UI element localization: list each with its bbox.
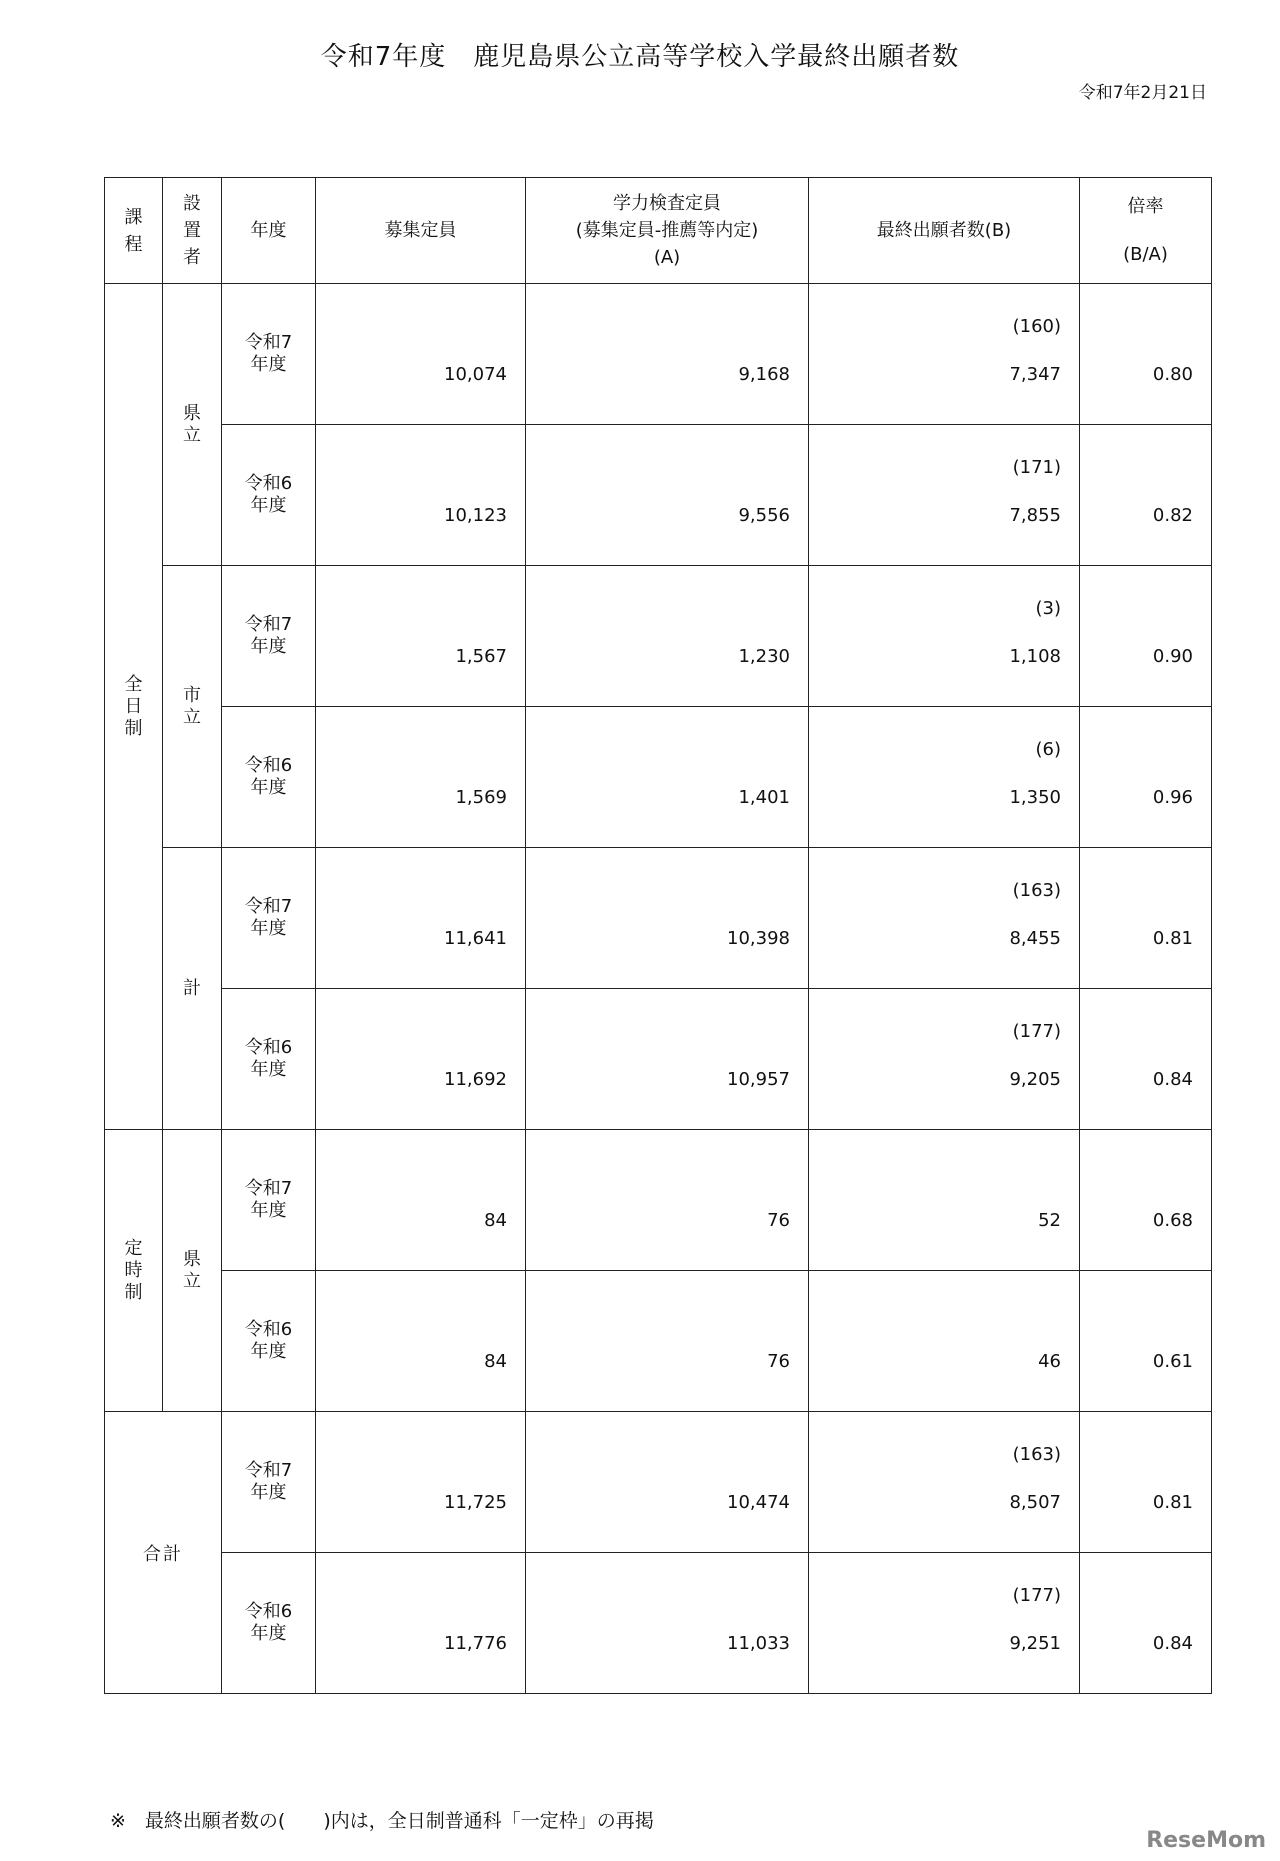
gakuryoku-cell — [526, 284, 809, 425]
gakuryoku-cell — [526, 566, 809, 707]
page-title: 令和7年度 鹿児島県公立高等学校入学最終出願者数 — [320, 42, 960, 72]
gakuryoku-value: 11,033 — [727, 1633, 790, 1654]
saishu-value: 52 — [1038, 1210, 1061, 1231]
secchisha-shiritsu: 市 立 — [163, 566, 222, 848]
katei-zennichi: 全 日 制 — [105, 284, 163, 1130]
goukei-label: 合計 — [105, 1412, 222, 1694]
year-cell: 令和6 年度 — [222, 707, 316, 848]
bairitsu-cell — [1080, 1271, 1212, 1412]
year-cell: 令和7 年度 — [222, 566, 316, 707]
bairitsu-value: 0.84 — [1152, 1633, 1193, 1654]
gakuryoku-cell — [526, 848, 809, 989]
header-nendo: 年度 — [222, 178, 316, 284]
gakuryoku-value: 10,398 — [727, 928, 790, 949]
saishu-value: 7,855 — [1009, 505, 1061, 526]
gakuryoku-cell — [526, 425, 809, 566]
saishu-cell — [809, 566, 1080, 707]
table-row — [105, 707, 1212, 848]
gakuryoku-value: 76 — [767, 1351, 790, 1372]
bairitsu-cell — [1080, 1412, 1212, 1553]
saishu-value: 7,347 — [1009, 364, 1061, 385]
ippanwaku-value: (163) — [1012, 1444, 1061, 1465]
secchisha-kenritsu: 県 立 — [163, 284, 222, 566]
boshu-cell — [316, 1130, 526, 1271]
gakuryoku-cell — [526, 1412, 809, 1553]
bairitsu-value: 0.80 — [1152, 364, 1193, 385]
bairitsu-value: 0.68 — [1152, 1210, 1193, 1231]
saishu-value: 8,455 — [1009, 928, 1061, 949]
bairitsu-cell — [1080, 1130, 1212, 1271]
gakuryoku-value: 76 — [767, 1210, 790, 1231]
bairitsu-cell — [1080, 284, 1212, 425]
bairitsu-value: 0.81 — [1152, 1492, 1193, 1513]
gakuryoku-value: 9,168 — [738, 364, 790, 385]
saishu-cell — [809, 284, 1080, 425]
gakuryoku-value: 1,230 — [738, 646, 790, 667]
year-cell: 令和6 年度 — [222, 989, 316, 1130]
saishu-value: 1,350 — [1009, 787, 1061, 808]
gakuryoku-cell — [526, 707, 809, 848]
year-cell: 令和6 年度 — [222, 425, 316, 566]
year-cell: 令和7 年度 — [222, 284, 316, 425]
header-bairitsu: 倍率 (B/A) — [1080, 178, 1212, 284]
boshu-value: 11,725 — [444, 1492, 507, 1513]
table-row — [105, 425, 1212, 566]
ippanwaku-value: (177) — [1012, 1021, 1061, 1042]
bairitsu-cell — [1080, 848, 1212, 989]
boshu-value: 84 — [484, 1210, 507, 1231]
saishu-cell — [809, 425, 1080, 566]
ippanwaku-value: (160) — [1012, 316, 1061, 337]
bairitsu-cell — [1080, 989, 1212, 1130]
bairitsu-value: 0.96 — [1152, 787, 1193, 808]
gakuryoku-cell — [526, 989, 809, 1130]
bairitsu-value: 0.81 — [1152, 928, 1193, 949]
table-row — [105, 989, 1212, 1130]
saishu-cell — [809, 989, 1080, 1130]
ippanwaku-value: (177) — [1012, 1585, 1061, 1606]
year-cell: 令和7 年度 — [222, 1130, 316, 1271]
saishu-cell — [809, 848, 1080, 989]
gakuryoku-value: 10,474 — [727, 1492, 790, 1513]
boshu-value: 11,692 — [444, 1069, 507, 1090]
bairitsu-value: 0.61 — [1152, 1351, 1193, 1372]
boshu-value: 11,776 — [444, 1633, 507, 1654]
year-cell: 令和7 年度 — [222, 1412, 316, 1553]
boshu-value: 84 — [484, 1351, 507, 1372]
year-cell: 令和6 年度 — [222, 1553, 316, 1694]
boshu-value: 11,641 — [444, 928, 507, 949]
saishu-value: 9,251 — [1009, 1633, 1061, 1654]
bairitsu-cell — [1080, 1553, 1212, 1694]
saishu-value: 9,205 — [1009, 1069, 1061, 1090]
secchisha-kei: 計 — [163, 848, 222, 1130]
table-row — [105, 848, 1212, 989]
boshu-cell — [316, 425, 526, 566]
header-secchisha: 設 置 者 — [163, 178, 222, 284]
ippanwaku-value: (3) — [1035, 598, 1061, 619]
table-row — [105, 1130, 1212, 1271]
boshu-value: 1,567 — [455, 646, 507, 667]
ippanwaku-value: (6) — [1035, 739, 1061, 760]
table-row — [105, 1271, 1212, 1412]
bairitsu-cell — [1080, 707, 1212, 848]
table-row — [105, 284, 1212, 425]
bairitsu-value: 0.84 — [1152, 1069, 1193, 1090]
saishu-value: 8,507 — [1009, 1492, 1061, 1513]
publish-date: 令和7年2月21日 — [1078, 83, 1207, 103]
table-row — [105, 1412, 1212, 1553]
table-row — [105, 566, 1212, 707]
saishu-cell — [809, 1553, 1080, 1694]
year-cell: 令和6 年度 — [222, 1271, 316, 1412]
resemom-logo: ReseMom — [1146, 1828, 1266, 1853]
header-saishu: 最終出願者数(B) — [809, 178, 1080, 284]
saishu-cell — [809, 1130, 1080, 1271]
gakuryoku-value: 9,556 — [738, 505, 790, 526]
gakuryoku-value: 10,957 — [727, 1069, 790, 1090]
header-gakuryoku: 学力検査定員 (募集定員-推薦等内定) (A) — [526, 178, 809, 284]
katei-teiji: 定 時 制 — [105, 1130, 163, 1412]
boshu-cell — [316, 566, 526, 707]
boshu-value: 10,123 — [444, 505, 507, 526]
bairitsu-value: 0.82 — [1152, 505, 1193, 526]
secchisha-kenritsu-teiji: 県 立 — [163, 1130, 222, 1412]
footnote: ※ 最終出願者数の( )内は，全日制普通科「一定枠」の再掲 — [110, 1810, 654, 1832]
bairitsu-cell — [1080, 425, 1212, 566]
boshu-cell — [316, 1271, 526, 1412]
saishu-value: 1,108 — [1009, 646, 1061, 667]
boshu-cell — [316, 848, 526, 989]
boshu-value: 1,569 — [455, 787, 507, 808]
gakuryoku-value: 1,401 — [738, 787, 790, 808]
gakuryoku-cell — [526, 1130, 809, 1271]
boshu-cell — [316, 707, 526, 848]
boshu-value: 10,074 — [444, 364, 507, 385]
boshu-cell — [316, 284, 526, 425]
boshu-cell — [316, 989, 526, 1130]
boshu-cell — [316, 1412, 526, 1553]
year-cell: 令和7 年度 — [222, 848, 316, 989]
bairitsu-cell — [1080, 566, 1212, 707]
header-katei: 課 程 — [105, 178, 163, 284]
boshu-cell — [316, 1553, 526, 1694]
header-boshu: 募集定員 — [316, 178, 526, 284]
ippanwaku-value: (163) — [1012, 880, 1061, 901]
gakuryoku-cell — [526, 1271, 809, 1412]
gakuryoku-cell — [526, 1553, 809, 1694]
saishu-cell — [809, 707, 1080, 848]
bairitsu-value: 0.90 — [1152, 646, 1193, 667]
saishu-value: 46 — [1038, 1351, 1061, 1372]
header-row — [105, 178, 1212, 284]
ippanwaku-value: (171) — [1012, 457, 1061, 478]
applicants-table — [104, 177, 1212, 1694]
saishu-cell — [809, 1412, 1080, 1553]
saishu-cell — [809, 1271, 1080, 1412]
table-row — [105, 1553, 1212, 1694]
